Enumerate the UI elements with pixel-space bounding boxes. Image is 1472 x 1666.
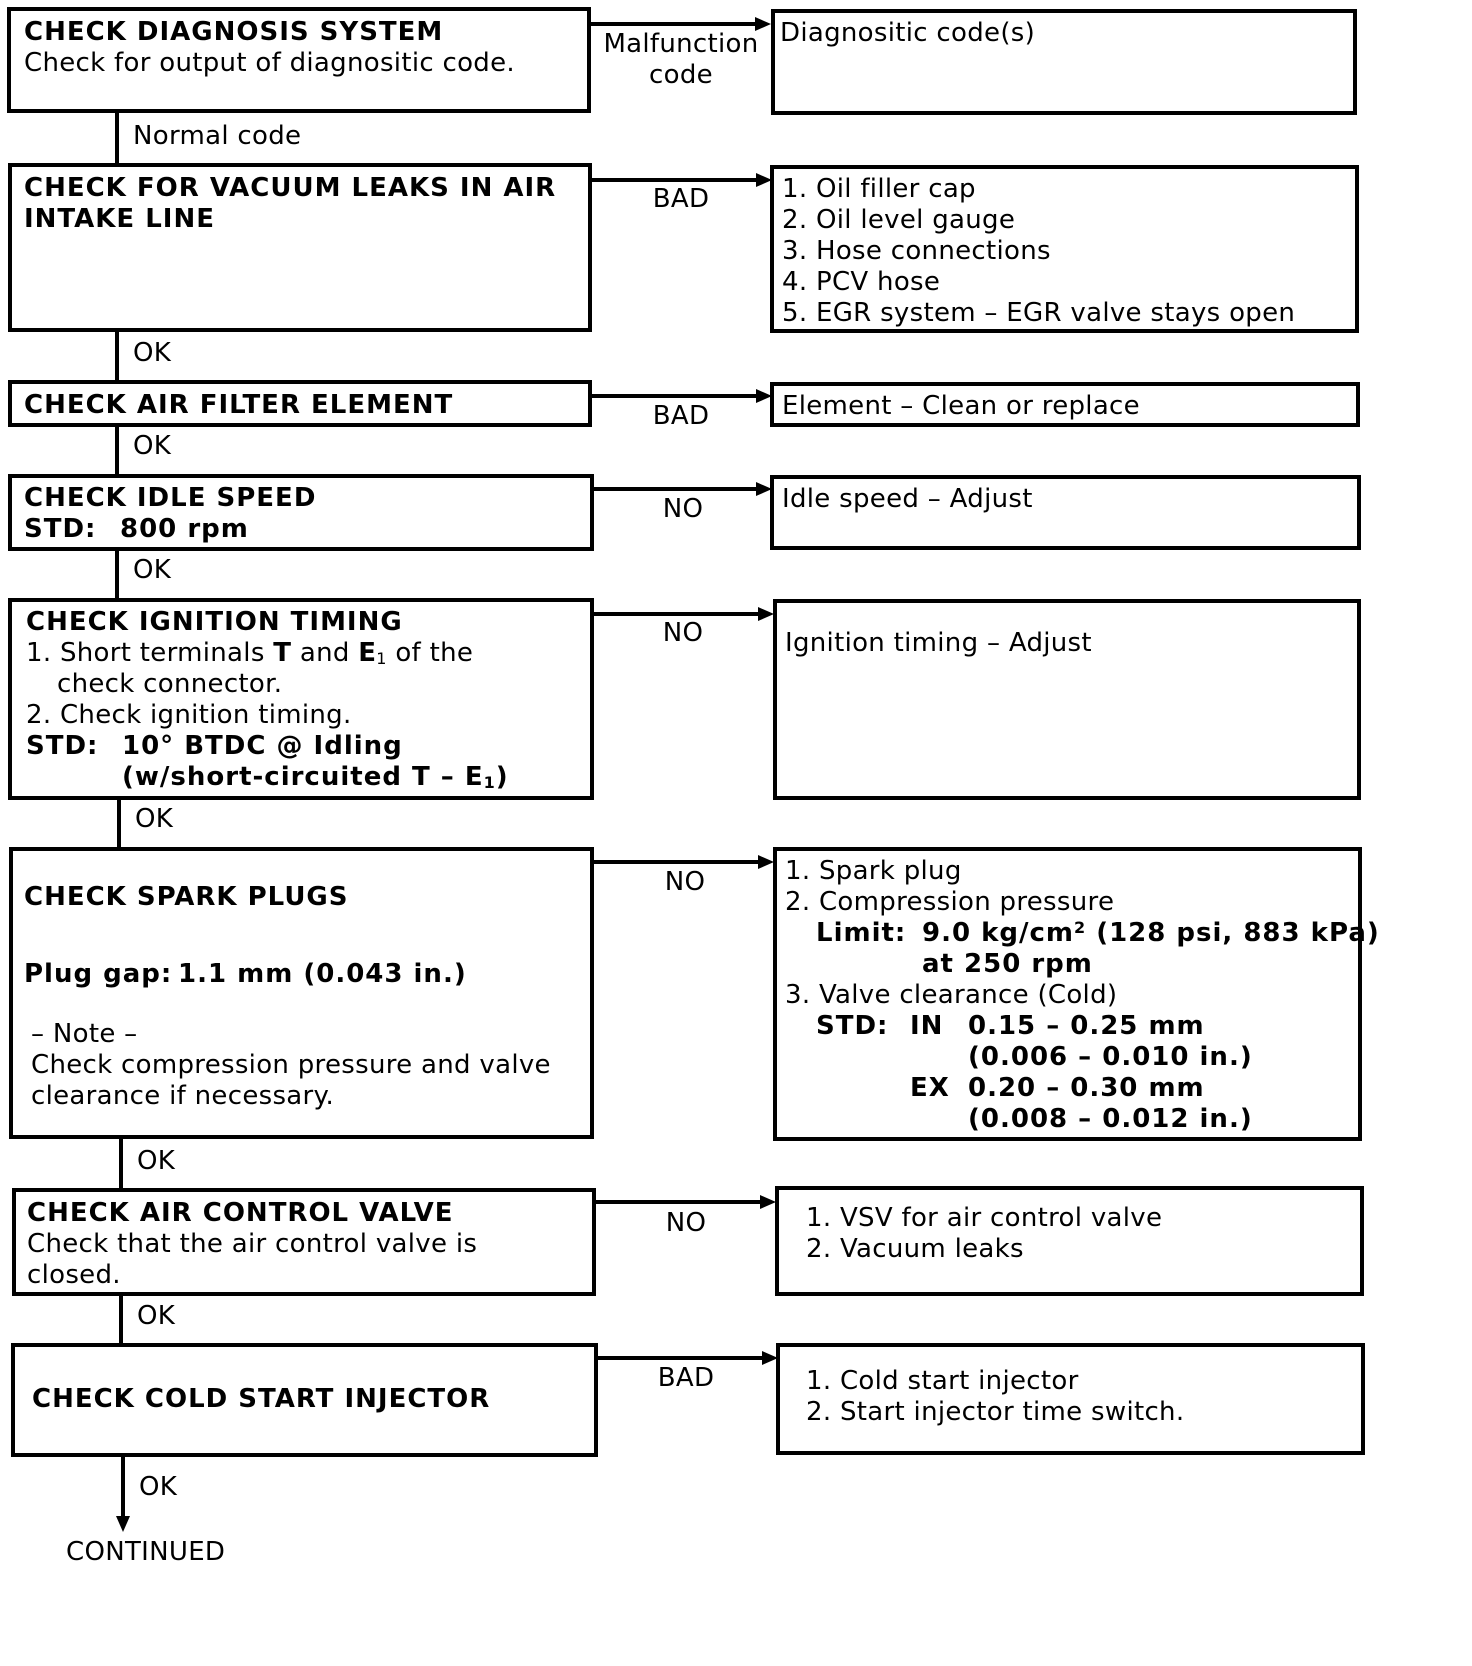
limit-rpm: at 250 rpm: [922, 949, 1093, 979]
branch-line: [594, 612, 759, 616]
result-line: 2. Compression pressure: [785, 887, 1115, 917]
branch-label: NO: [665, 1208, 707, 1238]
branch-label: NO: [664, 867, 706, 897]
flow-line: [115, 427, 119, 475]
branch-line: [591, 22, 756, 26]
step-title: CHECK IGNITION TIMING: [26, 607, 403, 637]
result-line: 3. Hose connections: [782, 236, 1051, 266]
result-line: Ignition timing – Adjust: [785, 628, 1092, 658]
flow-line: [117, 800, 121, 848]
step-desc: closed.: [27, 1260, 121, 1290]
flow-label: OK: [137, 1146, 176, 1176]
ex-value: 0.20 – 0.30 mm: [968, 1073, 1205, 1103]
flow-line: [119, 1139, 123, 1188]
flow-line: [115, 551, 119, 599]
result-line: Element – Clean or replace: [782, 391, 1140, 421]
branch-line: [592, 394, 757, 398]
std-value: 800 rpm: [120, 514, 249, 544]
branch-line: [598, 1356, 763, 1360]
step-desc: Check for output of diagnositic code.: [24, 48, 515, 78]
flow-label: OK: [133, 338, 172, 368]
step-title: INTAKE LINE: [24, 204, 215, 234]
std-label: STD:: [26, 731, 99, 761]
limit-label: Limit:: [816, 918, 907, 948]
branch-label: code: [649, 60, 713, 90]
flow-label: OK: [133, 555, 172, 585]
limit-value: 9.0 $kg/cm^2$ (128 psi, 883 kPa): [922, 918, 1380, 948]
note-heading: – Note –: [31, 1019, 138, 1049]
std-label: STD:: [24, 514, 97, 544]
arrow-down-icon: [116, 1516, 130, 1532]
flow-line: [115, 332, 119, 380]
flow-label: OK: [135, 804, 174, 834]
flow-label: Normal code: [133, 121, 302, 151]
branch-line: [592, 178, 757, 182]
plug-gap-value: 1.1 mm (0.043 in.): [178, 959, 467, 989]
flow-line: [121, 1457, 125, 1517]
result-line: Diagnositic code(s): [780, 18, 1036, 48]
branch-line: [594, 487, 757, 491]
result-line: 1. Cold start injector: [806, 1366, 1079, 1396]
note-text: Check compression pressure and valve: [31, 1050, 551, 1080]
flow-label: OK: [137, 1301, 176, 1331]
result-line: 5. EGR system – EGR valve stays open: [782, 298, 1296, 328]
in-inch: (0.006 – 0.010 in.): [968, 1042, 1253, 1072]
branch-line: [594, 860, 759, 864]
step-title: CHECK AIR FILTER ELEMENT: [24, 390, 454, 420]
step-title: CHECK AIR CONTROL VALVE: [27, 1198, 454, 1228]
flow-line: [115, 113, 119, 163]
std-value: 10° BTDC @ Idling: [122, 731, 403, 761]
branch-label: BAD: [652, 401, 710, 431]
step-title: CHECK SPARK PLUGS: [24, 882, 349, 912]
flow-label: OK: [133, 431, 172, 461]
step-title: CHECK IDLE SPEED: [24, 483, 317, 513]
result-line: 4. PCV hose: [782, 267, 941, 297]
branch-label: NO: [662, 618, 704, 648]
branch-label: BAD: [657, 1363, 715, 1393]
note-text: clearance if necessary.: [31, 1081, 335, 1111]
step-title: CHECK FOR VACUUM LEAKS IN AIR: [24, 173, 557, 203]
result-line: 3. Valve clearance (Cold): [785, 980, 1118, 1010]
in-value: 0.15 – 0.25 mm: [968, 1011, 1205, 1041]
branch-label: Malfunction: [603, 29, 759, 59]
in-label: IN: [910, 1011, 944, 1041]
plug-gap-label: Plug gap:: [24, 959, 173, 989]
ex-label: EX: [910, 1073, 950, 1103]
step-title: CHECK COLD START INJECTOR: [32, 1384, 491, 1414]
result-line: 1. Oil filler cap: [782, 174, 976, 204]
flow-line: [119, 1296, 123, 1344]
std-note: (w/short-circuited T – $E_1$): [122, 762, 509, 792]
result-line: 2. Start injector time switch.: [806, 1397, 1185, 1427]
branch-label: NO: [662, 494, 704, 524]
ex-inch: (0.008 – 0.012 in.): [968, 1104, 1253, 1134]
result-line: 1. VSV for air control valve: [806, 1203, 1163, 1233]
branch-label: BAD: [652, 184, 710, 214]
result-line: 1. Spark plug: [785, 856, 962, 886]
branch-line: [596, 1200, 761, 1204]
continued-label: CONTINUED: [66, 1537, 226, 1567]
std-label: STD:: [816, 1011, 889, 1041]
step-instruction: 2. Check ignition timing.: [26, 700, 352, 730]
result-line: 2. Vacuum leaks: [806, 1234, 1024, 1264]
step-desc: Check that the air control valve is: [27, 1229, 478, 1259]
result-line: 2. Oil level gauge: [782, 205, 1016, 235]
flow-label: OK: [139, 1472, 178, 1502]
step-instruction: 1. Short terminals T and $E_1$ of the: [26, 638, 474, 668]
step-title: CHECK DIAGNOSIS SYSTEM: [24, 17, 444, 47]
result-line: Idle speed – Adjust: [782, 484, 1033, 514]
step-instruction: check connector.: [57, 669, 283, 699]
